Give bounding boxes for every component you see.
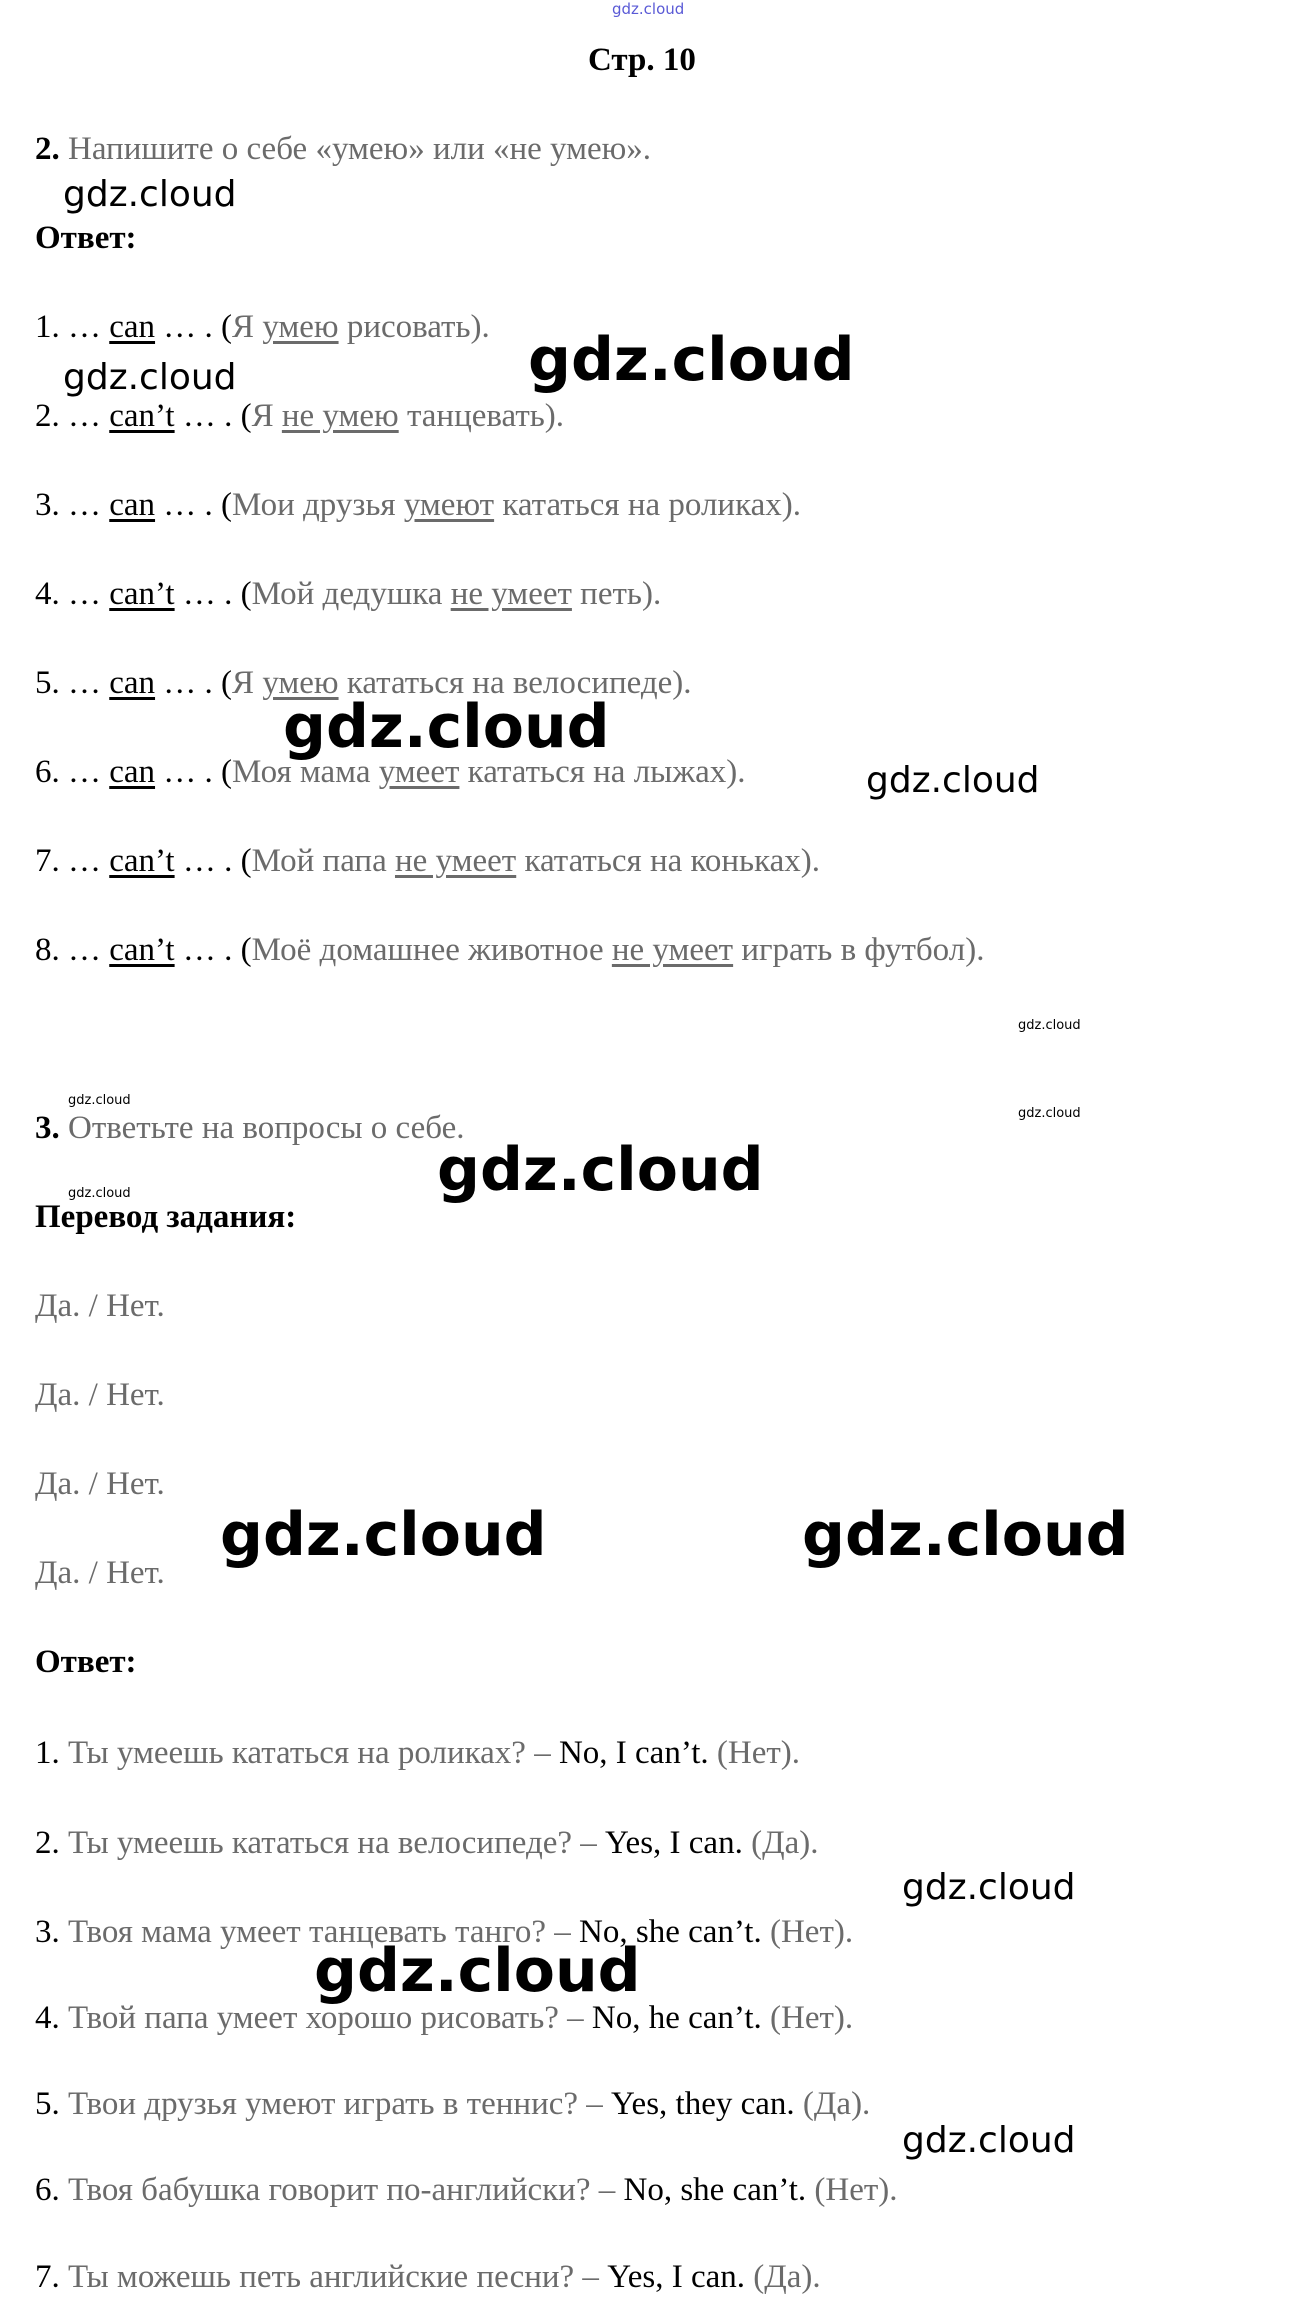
answer-translation: (Нет). (806, 2172, 898, 2208)
task2-item (35, 396, 564, 436)
item-number: 5. (35, 665, 60, 701)
task2-answer-label: Ответ: (35, 220, 137, 256)
item-number: 7. (35, 843, 60, 879)
english-answer: No, I can’t. (558, 1735, 709, 1771)
translation-text: Моё домашнее животное (251, 932, 612, 968)
item-ellipsis: … (59, 309, 110, 345)
english-answer: No, she can’t. (623, 2172, 807, 2208)
translation-text: Я (232, 309, 263, 345)
translation-text: кататься на роликах). (494, 487, 802, 523)
english-answer: No, he can’t. (591, 2000, 762, 2036)
item-ellipsis: … (59, 398, 110, 434)
item-ellipsis: … . ( (155, 665, 233, 701)
translation-underlined: умею (262, 665, 339, 701)
translation-text: танцевать). (398, 398, 565, 434)
watermark: gdz.cloud (902, 1867, 1076, 1908)
translation-underlined: не умеет (611, 932, 734, 968)
item-ellipsis: … . ( (174, 843, 252, 879)
answer-translation: (Да). (794, 2086, 871, 2122)
watermark: gdz.cloud (63, 174, 237, 215)
question-text: Твой папа умеет хорошо рисовать? – (59, 2000, 592, 2036)
answer-number: 4. (35, 2000, 60, 2036)
item-ellipsis: … (59, 576, 110, 612)
watermark: gdz.cloud (63, 357, 237, 398)
watermark: gdz.cloud (437, 1135, 764, 1205)
item-ellipsis: … . ( (155, 487, 233, 523)
answer-translation: (Нет). (761, 1914, 854, 1950)
english-answer: No, she can’t. (579, 1914, 762, 1950)
task2-number: 2. (35, 131, 60, 167)
translation-text: рисовать). (338, 309, 490, 345)
watermark: gdz.cloud (314, 1936, 641, 2006)
english-answer: Yes, they can. (611, 2086, 795, 2122)
modal-verb: can’t (109, 932, 175, 968)
translation-text: Мой дедушка (251, 576, 451, 612)
item-ellipsis: … . ( (174, 932, 252, 968)
translation-text: петь). (571, 576, 662, 612)
translation-text: Моя мама (232, 754, 379, 790)
task3-answer-label: Ответ: (35, 1644, 137, 1680)
answer-number: 6. (35, 2172, 60, 2208)
english-answer: Yes, I can. (607, 2259, 745, 2295)
item-number: 4. (35, 576, 60, 612)
task3-text: Ответьте на вопросы о себе. (68, 1110, 465, 1146)
task2-heading (35, 129, 651, 169)
watermark: gdz.cloud (283, 692, 610, 762)
translation-underlined: не умеет (394, 843, 517, 879)
task3-answer (35, 2170, 898, 2210)
question-text: Твоя бабушка говорит по-английски? – (59, 2172, 624, 2208)
answer-translation: (Да). (745, 2259, 821, 2295)
translation-text: Я (251, 398, 282, 434)
question-text: Твои друзья умеют играть в теннис? – (59, 2086, 612, 2122)
item-number: 6. (35, 754, 60, 790)
answer-number: 1. (35, 1735, 60, 1771)
translation-underlined: не умеет (450, 576, 572, 612)
item-number: 2. (35, 398, 60, 434)
modal-verb: can (109, 487, 156, 523)
answer-translation: (Нет). (708, 1735, 801, 1771)
item-ellipsis: … . ( (155, 309, 233, 345)
watermark: gdz.cloud (802, 1500, 1129, 1570)
task2-item (35, 307, 490, 347)
answer-number: 3. (35, 1914, 60, 1950)
translation-label: Перевод задания: (35, 1199, 297, 1235)
answer-translation: (Да). (742, 1825, 819, 1861)
translation-underlined: умеют (403, 487, 495, 523)
yes-no-option: Да. / Нет. (35, 1555, 165, 1591)
question-text: Ты умеешь кататься на велосипеде? – (59, 1825, 606, 1861)
translation-underlined: умеет (378, 754, 460, 790)
translation-text: кататься на лыжах). (459, 754, 746, 790)
task2-item (35, 485, 801, 525)
item-ellipsis: … . ( (174, 398, 252, 434)
yes-no-option: Да. / Нет. (35, 1288, 165, 1324)
answer-translation: (Нет). (761, 2000, 854, 2036)
yes-no-option: Да. / Нет. (35, 1466, 165, 1502)
modal-verb: can’t (109, 576, 175, 612)
task3-heading (35, 1108, 464, 1148)
translation-underlined: не умею (281, 398, 399, 434)
english-answer: Yes, I can. (605, 1825, 743, 1861)
item-ellipsis: … (59, 843, 110, 879)
modal-verb: can (109, 309, 156, 345)
question-text: Твоя мама умеет танцевать танго? – (59, 1914, 580, 1950)
item-number: 1. (35, 309, 60, 345)
translation-text: играть в футбол). (733, 932, 985, 968)
item-number: 8. (35, 932, 60, 968)
item-ellipsis: … (59, 665, 110, 701)
answer-number: 2. (35, 1825, 60, 1861)
translation-text: кататься на велосипеде). (338, 665, 692, 701)
translation-text: Мой папа (251, 843, 395, 879)
modal-verb: can (109, 665, 156, 701)
watermark: gdz.cloud (1018, 1018, 1081, 1033)
answer-number: 7. (35, 2259, 60, 2295)
item-number: 3. (35, 487, 60, 523)
task2-item (35, 574, 661, 614)
watermark: gdz.cloud (220, 1500, 547, 1570)
watermark: gdz.cloud (68, 1093, 131, 1108)
translation-text: кататься на коньках). (516, 843, 821, 879)
question-text: Ты можешь петь английские песни? – (59, 2259, 608, 2295)
task2-item (35, 930, 984, 970)
watermark: gdz.cloud (68, 1186, 131, 1201)
watermark: gdz.cloud (528, 325, 855, 395)
top-watermark: gdz.cloud (612, 0, 685, 18)
item-ellipsis: … (59, 932, 110, 968)
yes-no-option: Да. / Нет. (35, 1377, 165, 1413)
task2-text: Напишите о себе «умею» или «не умею». (68, 131, 652, 167)
task3-answer (35, 2257, 821, 2297)
modal-verb: can’t (109, 398, 175, 434)
task3-answer (35, 1823, 818, 1863)
watermark: gdz.cloud (902, 2120, 1076, 2161)
task3-answer (35, 2084, 870, 2124)
page-title: Стр. 10 (588, 42, 696, 78)
modal-verb: can’t (109, 843, 175, 879)
translation-text: Я (232, 665, 263, 701)
task3-number: 3. (35, 1110, 60, 1146)
translation-text: Мои друзья (232, 487, 404, 523)
answer-number: 5. (35, 2086, 60, 2122)
item-ellipsis: … . ( (155, 754, 233, 790)
translation-underlined: умею (262, 309, 339, 345)
question-text: Ты умеешь кататься на роликах? – (59, 1735, 559, 1771)
item-ellipsis: … . ( (174, 576, 252, 612)
item-ellipsis: … (59, 487, 110, 523)
item-ellipsis: … (59, 754, 110, 790)
watermark: gdz.cloud (866, 760, 1040, 801)
task2-item (35, 841, 820, 881)
modal-verb: can (109, 754, 156, 790)
watermark: gdz.cloud (1018, 1106, 1081, 1121)
task3-answer (35, 1733, 800, 1773)
